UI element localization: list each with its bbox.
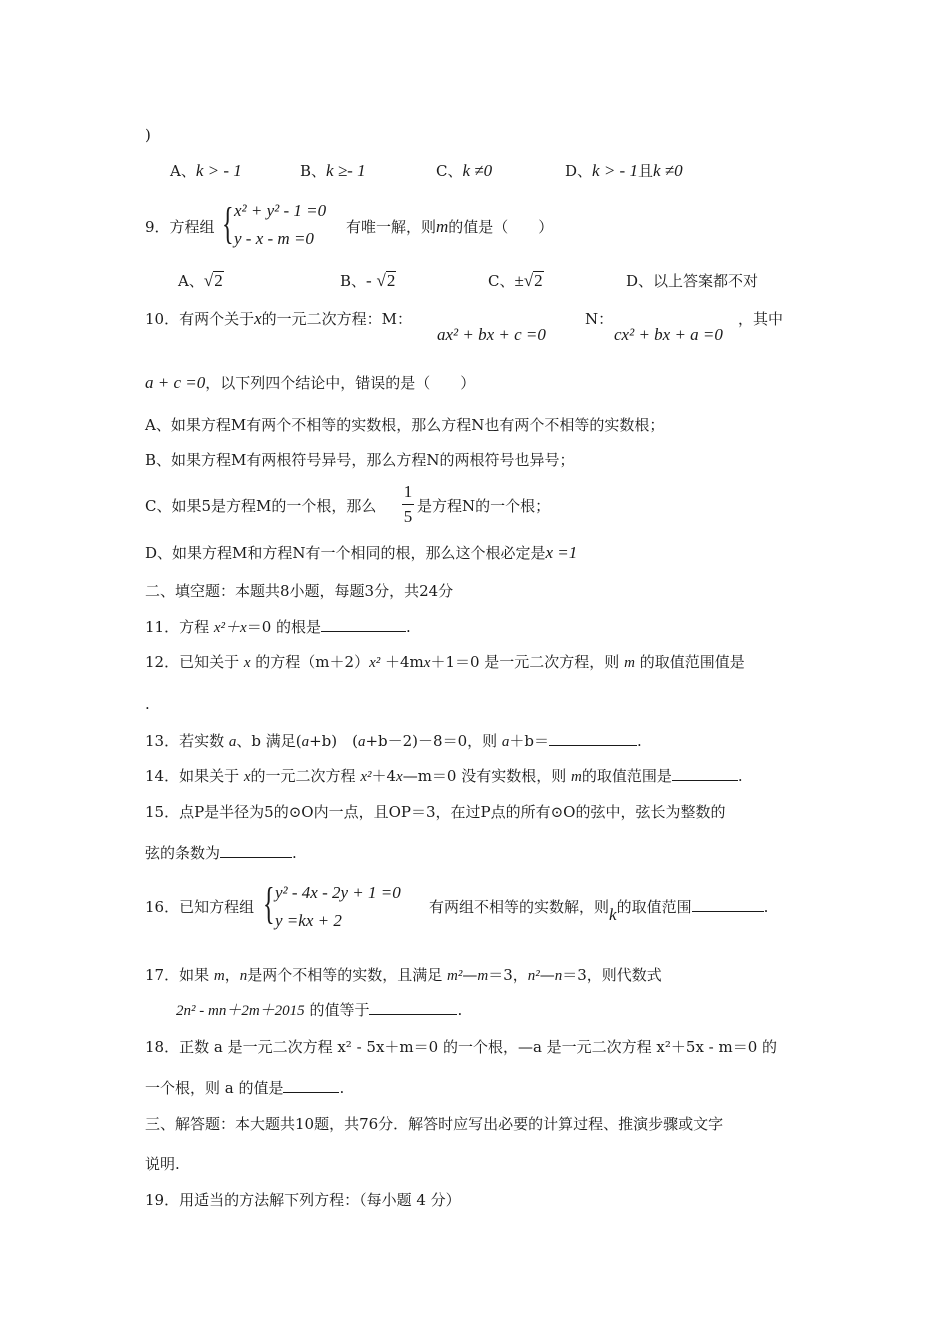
q17-text: 是两个不相等的实数，且满足: [247, 966, 447, 984]
q17-var: n: [554, 968, 563, 984]
q10-option-b: B、如果方程M有两根符号异号，那么方程N的两根符号也异号；: [145, 451, 575, 469]
q9-option-a: [178, 270, 224, 292]
q17-var: m: [213, 968, 225, 984]
q11-text: ＝0 的根是: [246, 618, 321, 636]
q17-expression: 2n² - mn＋2m＋2015: [176, 1003, 305, 1019]
q12-var: m: [624, 655, 635, 671]
q11-text: 11．方程: [145, 618, 214, 636]
q14-var: x: [396, 769, 403, 785]
section-2-heading: 二、填空题：本题共8小题，每题3分，共24分: [145, 582, 454, 600]
answer-blank: [220, 843, 292, 858]
q18-line2: [145, 1077, 344, 1099]
option-label: D、: [565, 162, 593, 180]
answer-blank: [283, 1078, 339, 1093]
q15-line1: 15．点P是半径为5的⊙O内一点，且OP＝3，在过P点的所有⊙O的弦中，弦长为整数的: [145, 803, 726, 821]
q16-eq2: y =kx + 2: [275, 911, 342, 930]
radicand: 2: [214, 271, 223, 290]
q13: [145, 730, 642, 753]
q14-var: m: [571, 769, 582, 785]
answer-blank: [692, 897, 764, 912]
q10-text: 的一元二次方程：M：: [261, 310, 413, 328]
q13-text: ＋b＝: [509, 732, 549, 750]
q10-cond-math: a + c =0: [145, 373, 206, 392]
option-label: B、: [340, 272, 367, 290]
sqrt-icon: √2: [203, 271, 223, 290]
q16-number: 16．已知方程组: [145, 898, 255, 916]
q13-var: a: [301, 734, 310, 750]
answer-blank: [369, 1000, 457, 1015]
q9-option-b: [340, 270, 396, 292]
q14-text: —m＝0 没有实数根，则: [402, 767, 571, 785]
option-math: k ≥- 1: [326, 161, 366, 180]
q10-option-c-part2: 是方程N的一个根；: [417, 497, 551, 515]
q8-option-c: [436, 160, 492, 182]
option-sign: ±: [514, 271, 524, 290]
q16-eq1: y² - 4x - 2y + 1 =0: [275, 883, 401, 902]
q9-var-m: m: [436, 217, 449, 236]
section-3-heading-cont: 说明.: [145, 1155, 180, 1173]
q17-text: ＝3，则代数式: [562, 966, 662, 984]
q13-var: a: [357, 734, 366, 750]
q11-math: x²＋x: [213, 620, 247, 636]
option-sign: -: [366, 271, 372, 290]
q17-var: m: [477, 968, 489, 984]
q9-tail: 的值是（ ）: [448, 218, 554, 236]
q17-text: ，: [224, 966, 240, 984]
q10-option-c-part1: C、如果5是方程M的一个根，那么: [145, 497, 377, 515]
option-label: C、: [436, 162, 463, 180]
option-math: k ≠0: [462, 161, 493, 180]
q14-var: x: [243, 769, 251, 785]
q12-text: ＋1＝0 是一元二次方程，则: [430, 653, 625, 671]
q12-text: 的取值范围值是: [634, 653, 745, 671]
radicand: 2: [386, 271, 396, 290]
q12-dot: .: [145, 695, 150, 713]
q11: [145, 616, 411, 639]
q8-option-d: [565, 160, 683, 182]
q15-line2: [145, 842, 297, 864]
q10-option-a: A、如果方程M有两个不相等的实数根，那么方程N也有两个不相等的实数根；: [145, 416, 665, 434]
section-3-heading: 三、解答题：本大题共10题，共76分．解答时应写出必要的计算过程、推演步骤或文字: [145, 1115, 724, 1133]
q15-text: 弦的条数为: [145, 844, 221, 862]
q10-equation-m: ax² + bx + c =0: [437, 325, 546, 344]
q13-text: +b) (: [309, 732, 358, 750]
q10-var-x: x: [254, 309, 262, 328]
q10-option-d: [145, 542, 577, 564]
option-label: A、: [170, 162, 196, 180]
answer-blank: [321, 617, 406, 632]
q11-end: .: [406, 618, 411, 636]
option-math: k > - 1: [195, 161, 242, 180]
q10-fraction: [400, 482, 416, 527]
q16-equation-system: [263, 878, 431, 938]
answer-blank: [672, 766, 738, 781]
fraction-numerator: 1: [403, 482, 413, 501]
q14-text: 的取值范围是: [581, 767, 672, 785]
q10-d-text: D、如果方程M和方程N有一个相同的根，那么这个根必定是: [145, 544, 546, 562]
q14-text: ＋4: [371, 767, 397, 785]
q8-closing-paren: ): [145, 126, 151, 144]
brace-icon: {: [263, 879, 275, 928]
q12: [145, 651, 745, 674]
q14-end: .: [737, 767, 743, 785]
option-math: k > - 1: [592, 161, 638, 180]
q9-option-d: D、以上答案都不对: [626, 272, 759, 290]
q18-text: 一个根，则 a 的值是: [145, 1079, 284, 1097]
option-math: k ≠0: [652, 161, 683, 180]
q16-var-k: k: [609, 905, 617, 924]
q17-math: m²: [447, 968, 463, 984]
q13-end: .: [637, 732, 642, 750]
q15-end: .: [292, 844, 297, 862]
q18-end: .: [339, 1079, 345, 1097]
q17-text: —: [462, 966, 478, 984]
q17-text: 17．如果: [145, 966, 214, 984]
q10-label-n: N：: [585, 310, 614, 328]
q17-var: n: [239, 968, 248, 984]
option-label: A、: [178, 272, 204, 290]
q14: [145, 765, 743, 788]
q17-text: 的值等于: [304, 1001, 370, 1019]
q8-option-a: [170, 160, 242, 182]
q18-line1: 18．正数 a 是一元二次方程 x² - 5x＋m＝0 的一个根，—a 是一元二次方程 x²＋5x - m＝0 的: [145, 1038, 778, 1056]
q17-end: .: [457, 1001, 463, 1019]
q9-eq2: y - x - m =0: [234, 229, 314, 248]
q16-text: 的取值范围: [616, 898, 692, 916]
q10-condition: [145, 372, 475, 394]
sqrt-icon: √2: [376, 271, 396, 290]
q17-text: ＝3，: [488, 966, 528, 984]
answer-blank: [549, 731, 637, 746]
q9-eq1: x² + y² - 1 =0: [234, 201, 327, 220]
q10-comma: ，其中: [738, 310, 784, 328]
q8-option-b: [300, 160, 366, 182]
q9-equation-system: [222, 198, 347, 258]
q12-var: x: [243, 655, 251, 671]
q17-text: —: [539, 966, 555, 984]
q17-line1: [145, 964, 662, 987]
q10-d-math: x =1: [545, 543, 578, 562]
q9-stem: [346, 216, 553, 238]
q16-stem: [429, 896, 769, 924]
option-and: 且: [637, 162, 653, 180]
q9-option-c: [488, 270, 544, 292]
q16-end: .: [763, 898, 769, 916]
q9-number: 9．方程组: [145, 218, 215, 236]
q13-var: a: [228, 734, 237, 750]
q13-var: a: [501, 734, 510, 750]
q10-text: 10．有两个关于: [145, 310, 255, 328]
q17-math: n²: [527, 968, 540, 984]
q10-intro: [145, 308, 412, 330]
option-label: B、: [300, 162, 327, 180]
q12-var: x: [423, 655, 431, 671]
q14-text: 的一元二次方程: [250, 767, 361, 785]
radicand: 2: [534, 271, 543, 290]
q9-text: 有唯一解，则: [346, 218, 437, 236]
brace-icon: {: [222, 199, 234, 248]
q10-equation-n: cx² + bx + a =0: [614, 325, 723, 344]
q16-text: 有两组不相等的实数解，则: [429, 898, 610, 916]
q19: 19．用适当的方法解下列方程：（每小题 4 分）: [145, 1191, 461, 1209]
q12-text: 12．已知关于: [145, 653, 244, 671]
q13-text: 、b 满足(: [236, 732, 302, 750]
q12-math: x²: [369, 655, 381, 671]
q17-line2: [176, 999, 462, 1022]
sqrt-icon: √2: [523, 271, 543, 290]
q14-text: 14．如果关于: [145, 767, 244, 785]
q12-text: ＋4m: [380, 653, 424, 671]
q12-text: 的方程（m＋2）: [250, 653, 370, 671]
q13-text: +b－2)－8＝0，则: [365, 732, 502, 750]
q13-text: 13．若实数: [145, 732, 229, 750]
q10-cond-text: ，以下列四个结论中，错误的是（ ）: [205, 374, 476, 392]
fraction-bar: [402, 504, 414, 505]
option-label: C、: [488, 272, 515, 290]
q14-math: x²: [360, 769, 372, 785]
fraction-denominator: 5: [403, 507, 413, 526]
